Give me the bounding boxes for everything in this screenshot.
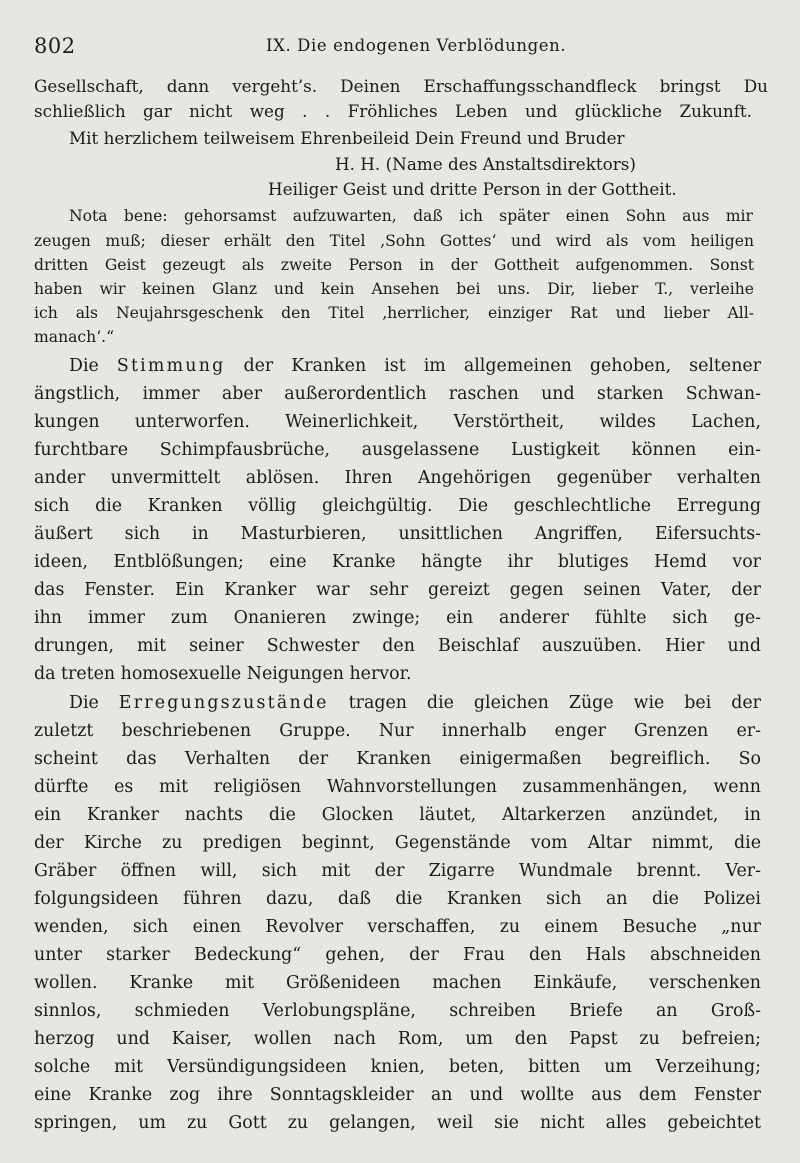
letter-signature-title: Heiliger Geist und dritte Person in der Gottheit. (268, 179, 677, 199)
paragraph-2-first-line (69, 693, 761, 713)
paragraph-1-line: furchtbare Schimpfausbrüche, ausgelassene Lustigkeit können ein- (34, 440, 761, 460)
paragraph-2-line: solche mit Versündigungsideen knien, beten, bitten um Verzeihung; (34, 1057, 761, 1077)
paragraph-2-line: herzog und Kaiser, wollen nach Rom, um den Papst zu befreien; (34, 1029, 761, 1049)
paragraph-1-line: äußert sich in Masturbieren, unsittlichen Angriffen, Eifersuchts- (34, 524, 761, 544)
paragraph-1-line: sich die Kranken völlig gleichgültig. Die geschlechtliche Erregung (34, 496, 761, 516)
paragraph-2-line: sinnlos, schmieden Verlobungspläne, schreiben Briefe an Groß- (34, 1001, 761, 1021)
paragraph-2-first-line-rest: tragen die gleichen Züge wie bei der (328, 693, 761, 713)
paragraph-1-line: ängstlich, immer aber außerordentlich raschen und starken Schwan- (34, 384, 761, 404)
letter-line: Gesellschaft, dann vergeht’s. Deinen Erschaffungsschandfleck bringst Du (34, 76, 768, 96)
nota-bene-line: ich als Neujahrsgeschenk den Titel ‚herrlicher, einziger Rat und lieber All- (34, 304, 754, 322)
paragraph-2-line: zuletzt beschriebenen Gruppe. Nur innerhalb enger Grenzen er- (34, 721, 761, 741)
paragraph-2-line: wenden, sich einen Revolver verschaffen, zu einem Besuche „nur (34, 917, 761, 937)
paragraph-2-line: wollen. Kranke mit Größenideen machen Einkäufe, verschenken (34, 973, 761, 993)
paragraph-1-line: ihn immer zum Onanieren zwinge; ein anderer fühlte sich ge- (34, 608, 761, 628)
nota-bene-line: Nota bene: gehorsamst aufzuwarten, daß ich später einen Sohn aus mir (69, 207, 753, 225)
page-number: 802 (34, 34, 76, 58)
paragraph-1-last-line: da treten homosexuelle Neigungen hervor. (34, 664, 412, 684)
paragraph-1-line: ander unvermittelt ablösen. Ihren Angehörigen gegenüber verhalten (34, 468, 761, 488)
paragraph-2-line: folgungsideen führen dazu, daß die Kranken sich an die Polizei (34, 889, 761, 909)
paragraph-2-line: Gräber öffnen will, sich mit der Zigarre Wundmale brennt. Ver- (34, 861, 761, 881)
letter-signature-name: H. H. (Name des Anstaltsdirektors) (335, 154, 636, 174)
paragraph-2-line: scheint das Verhalten der Kranken einigermaßen begreiflich. So (34, 749, 761, 769)
paragraph-2-line: springen, um zu Gott zu gelangen, weil sie nicht alles gebeichtet (34, 1113, 761, 1133)
page-header (34, 34, 766, 60)
paragraph-1-line: kungen unterworfen. Weinerlichkeit, Verstörtheit, wildes Lachen, (34, 412, 761, 432)
letter-closing: Mit herzlichem teilweisem Ehrenbeileid Dein Freund und Bruder (69, 128, 625, 148)
paragraph-1-line: drungen, mit seiner Schwester den Beischlaf auszuüben. Hier und (34, 636, 761, 656)
paragraph-1-lead: Die (69, 356, 117, 376)
paragraph-1-line: das Fenster. Ein Kranker war sehr gereizt gegen seinen Vater, der (34, 580, 761, 600)
paragraph-2-line: eine Kranke zog ihre Sonntagskleider an und wollte aus dem Fenster (34, 1085, 761, 1105)
paragraph-2-line: dürfte es mit religiösen Wahnvorstellungen zusammenhängen, wenn (34, 777, 761, 797)
nota-bene-line: zeugen muß; dieser erhält den Titel ‚Sohn Gottes‘ und wird als vom heiligen (34, 232, 754, 250)
running-title: IX. Die endogenen Verblödungen. (266, 36, 567, 55)
paragraph-2-keyword: Erregungszustände (118, 693, 329, 713)
paragraph-1-first-line-rest: der Kranken ist im allgemeinen gehoben, seltener (225, 356, 762, 376)
nota-bene-line: manach‘.“ (34, 328, 115, 346)
paragraph-1-first-line (69, 356, 761, 376)
paragraph-2-line: ein Kranker nachts die Glocken läutet, Altarkerzen anzündet, in (34, 805, 761, 825)
letter-line: schließlich gar nicht weg . . Fröhliches Leben und glückliche Zukunft. (34, 101, 752, 121)
paragraph-2-line: unter starker Bedeckung“ gehen, der Frau den Hals abschneiden (34, 945, 761, 965)
nota-bene-line: dritten Geist gezeugt als zweite Person in der Gottheit aufgenommen. Sonst (34, 256, 754, 274)
paragraph-2-line: der Kirche zu predigen beginnt, Gegenstände vom Altar nimmt, die (34, 833, 761, 853)
nota-bene-line: haben wir keinen Glanz und kein Ansehen bei uns. Dir, lieber T., verleihe (34, 280, 754, 298)
paragraph-1-line: ideen, Entblößungen; eine Kranke hängte ihr blutiges Hemd vor (34, 552, 761, 572)
paragraph-1-keyword: Stimmung (116, 356, 226, 376)
paragraph-2-lead: Die (69, 693, 119, 713)
